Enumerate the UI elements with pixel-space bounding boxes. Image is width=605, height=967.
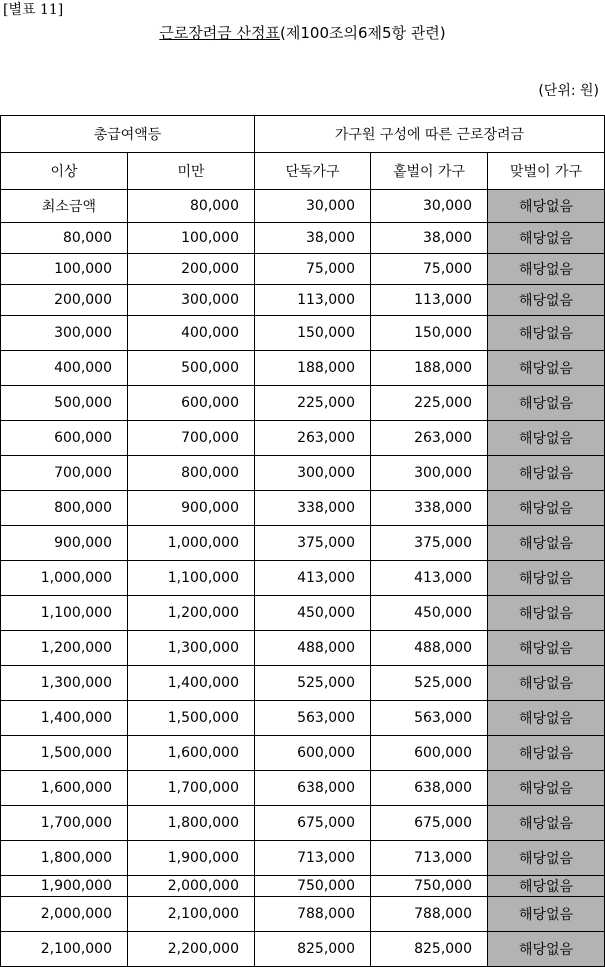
cell-single-earner: 713,000 xyxy=(371,841,488,876)
table-row xyxy=(1,223,605,254)
cell-dual-earner: 해당없음 xyxy=(488,596,605,631)
cell-single-household: 675,000 xyxy=(255,806,371,841)
cell-single-household: 525,000 xyxy=(255,666,371,701)
table-row xyxy=(1,190,605,223)
cell-single-household: 75,000 xyxy=(255,254,371,285)
table-row xyxy=(1,351,605,386)
cell-single-household: 30,000 xyxy=(255,190,371,223)
cell-single-earner: 788,000 xyxy=(371,897,488,932)
header-single-earner: 홑벌이 가구 xyxy=(371,153,488,190)
cell-single-earner: 38,000 xyxy=(371,223,488,254)
cell-max: 1,600,000 xyxy=(128,736,255,771)
cell-min: 200,000 xyxy=(1,285,128,316)
cell-single-earner: 488,000 xyxy=(371,631,488,666)
cell-max: 1,700,000 xyxy=(128,771,255,806)
cell-single-earner: 563,000 xyxy=(371,701,488,736)
cell-min: 1,700,000 xyxy=(1,806,128,841)
unit-label: (단위: 원) xyxy=(538,83,599,99)
cell-single-household: 750,000 xyxy=(255,876,371,897)
cell-max: 1,800,000 xyxy=(128,806,255,841)
cell-max: 1,900,000 xyxy=(128,841,255,876)
cell-dual-earner: 해당없음 xyxy=(488,932,605,967)
cell-single-earner: 825,000 xyxy=(371,932,488,967)
cell-dual-earner: 해당없음 xyxy=(488,285,605,316)
cell-single-household: 488,000 xyxy=(255,631,371,666)
header-min: 이상 xyxy=(1,153,128,190)
cell-single-household: 188,000 xyxy=(255,351,371,386)
cell-dual-earner: 해당없음 xyxy=(488,666,605,701)
table-row xyxy=(1,561,605,596)
cell-single-household: 600,000 xyxy=(255,736,371,771)
cell-single-earner: 113,000 xyxy=(371,285,488,316)
cell-max: 2,000,000 xyxy=(128,876,255,897)
cell-max: 400,000 xyxy=(128,316,255,351)
cell-single-earner: 413,000 xyxy=(371,561,488,596)
cell-max: 2,200,000 xyxy=(128,932,255,967)
cell-max: 200,000 xyxy=(128,254,255,285)
cell-min: 500,000 xyxy=(1,386,128,421)
cell-max: 800,000 xyxy=(128,456,255,491)
cell-single-earner: 300,000 xyxy=(371,456,488,491)
cell-max: 600,000 xyxy=(128,386,255,421)
cell-min: 600,000 xyxy=(1,421,128,456)
cell-single-earner: 225,000 xyxy=(371,386,488,421)
table-row xyxy=(1,285,605,316)
header-dual-earner: 맞벌이 가구 xyxy=(488,153,605,190)
cell-min: 2,100,000 xyxy=(1,932,128,967)
cell-single-earner: 150,000 xyxy=(371,316,488,351)
header-row-group xyxy=(1,116,605,153)
cell-max: 700,000 xyxy=(128,421,255,456)
cell-dual-earner: 해당없음 xyxy=(488,806,605,841)
header-row-columns xyxy=(1,153,605,190)
cell-dual-earner: 해당없음 xyxy=(488,561,605,596)
cell-min: 1,200,000 xyxy=(1,631,128,666)
cell-single-household: 450,000 xyxy=(255,596,371,631)
cell-max: 1,500,000 xyxy=(128,701,255,736)
cell-single-earner: 450,000 xyxy=(371,596,488,631)
cell-dual-earner: 해당없음 xyxy=(488,736,605,771)
award-table xyxy=(0,115,605,967)
cell-single-household: 713,000 xyxy=(255,841,371,876)
table-row xyxy=(1,897,605,932)
cell-single-household: 788,000 xyxy=(255,897,371,932)
cell-max: 1,100,000 xyxy=(128,561,255,596)
table-row xyxy=(1,491,605,526)
table-row xyxy=(1,631,605,666)
cell-single-earner: 338,000 xyxy=(371,491,488,526)
cell-single-household: 263,000 xyxy=(255,421,371,456)
cell-single-earner: 375,000 xyxy=(371,526,488,561)
cell-single-earner: 188,000 xyxy=(371,351,488,386)
header-income-group: 총급여액등 xyxy=(1,116,255,153)
header-single-household: 단독가구 xyxy=(255,153,371,190)
table-row xyxy=(1,876,605,897)
cell-single-household: 638,000 xyxy=(255,771,371,806)
cell-single-household: 338,000 xyxy=(255,491,371,526)
cell-dual-earner: 해당없음 xyxy=(488,190,605,223)
cell-max: 1,300,000 xyxy=(128,631,255,666)
table-row xyxy=(1,841,605,876)
cell-min: 900,000 xyxy=(1,526,128,561)
cell-dual-earner: 해당없음 xyxy=(488,771,605,806)
table-row xyxy=(1,456,605,491)
cell-min: 1,400,000 xyxy=(1,701,128,736)
cell-min: 2,000,000 xyxy=(1,897,128,932)
table-row xyxy=(1,254,605,285)
cell-min: 1,600,000 xyxy=(1,771,128,806)
cell-single-earner: 750,000 xyxy=(371,876,488,897)
cell-max: 900,000 xyxy=(128,491,255,526)
cell-max: 100,000 xyxy=(128,223,255,254)
cell-dual-earner: 해당없음 xyxy=(488,701,605,736)
cell-dual-earner: 해당없음 xyxy=(488,631,605,666)
cell-dual-earner: 해당없음 xyxy=(488,491,605,526)
cell-min: 100,000 xyxy=(1,254,128,285)
cell-single-household: 38,000 xyxy=(255,223,371,254)
table-row xyxy=(1,526,605,561)
cell-min: 1,800,000 xyxy=(1,841,128,876)
cell-single-earner: 600,000 xyxy=(371,736,488,771)
cell-dual-earner: 해당없음 xyxy=(488,456,605,491)
title-main: 근로장려금 산정표 xyxy=(159,24,281,42)
table-row xyxy=(1,316,605,351)
cell-min: 400,000 xyxy=(1,351,128,386)
cell-dual-earner: 해당없음 xyxy=(488,876,605,897)
cell-dual-earner: 해당없음 xyxy=(488,351,605,386)
table-row xyxy=(1,932,605,967)
cell-single-household: 375,000 xyxy=(255,526,371,561)
cell-single-household: 225,000 xyxy=(255,386,371,421)
cell-max: 1,000,000 xyxy=(128,526,255,561)
cell-min: 최소금액 xyxy=(1,190,128,223)
cell-max: 2,100,000 xyxy=(128,897,255,932)
table-row xyxy=(1,806,605,841)
cell-single-earner: 525,000 xyxy=(371,666,488,701)
cell-single-household: 113,000 xyxy=(255,285,371,316)
header-award-group: 가구원 구성에 따른 근로장려금 xyxy=(255,116,605,153)
cell-single-household: 563,000 xyxy=(255,701,371,736)
table-row xyxy=(1,771,605,806)
document-title xyxy=(0,23,605,43)
cell-single-earner: 30,000 xyxy=(371,190,488,223)
cell-dual-earner: 해당없음 xyxy=(488,897,605,932)
cell-min: 1,500,000 xyxy=(1,736,128,771)
cell-dual-earner: 해당없음 xyxy=(488,386,605,421)
cell-max: 80,000 xyxy=(128,190,255,223)
cell-single-household: 150,000 xyxy=(255,316,371,351)
cell-min: 80,000 xyxy=(1,223,128,254)
cell-min: 700,000 xyxy=(1,456,128,491)
cell-single-earner: 263,000 xyxy=(371,421,488,456)
cell-max: 1,400,000 xyxy=(128,666,255,701)
cell-dual-earner: 해당없음 xyxy=(488,841,605,876)
cell-dual-earner: 해당없음 xyxy=(488,316,605,351)
table-row xyxy=(1,421,605,456)
cell-max: 500,000 xyxy=(128,351,255,386)
annex-tag: [별표 11] xyxy=(3,2,64,18)
cell-dual-earner: 해당없음 xyxy=(488,526,605,561)
cell-max: 1,200,000 xyxy=(128,596,255,631)
cell-min: 300,000 xyxy=(1,316,128,351)
cell-min: 1,900,000 xyxy=(1,876,128,897)
cell-min: 800,000 xyxy=(1,491,128,526)
cell-single-earner: 75,000 xyxy=(371,254,488,285)
cell-dual-earner: 해당없음 xyxy=(488,254,605,285)
title-reference: (제100조의6제5항 관련) xyxy=(280,24,446,42)
cell-single-household: 300,000 xyxy=(255,456,371,491)
cell-single-household: 825,000 xyxy=(255,932,371,967)
table-body xyxy=(1,190,605,967)
cell-max: 300,000 xyxy=(128,285,255,316)
cell-min: 1,000,000 xyxy=(1,561,128,596)
table-row xyxy=(1,736,605,771)
cell-single-earner: 675,000 xyxy=(371,806,488,841)
cell-dual-earner: 해당없음 xyxy=(488,223,605,254)
cell-dual-earner: 해당없음 xyxy=(488,421,605,456)
table-row xyxy=(1,666,605,701)
table-header xyxy=(1,116,605,190)
cell-single-earner: 638,000 xyxy=(371,771,488,806)
header-max: 미만 xyxy=(128,153,255,190)
cell-single-household: 413,000 xyxy=(255,561,371,596)
cell-min: 1,300,000 xyxy=(1,666,128,701)
table-row xyxy=(1,701,605,736)
table-row xyxy=(1,596,605,631)
table-row xyxy=(1,386,605,421)
cell-min: 1,100,000 xyxy=(1,596,128,631)
